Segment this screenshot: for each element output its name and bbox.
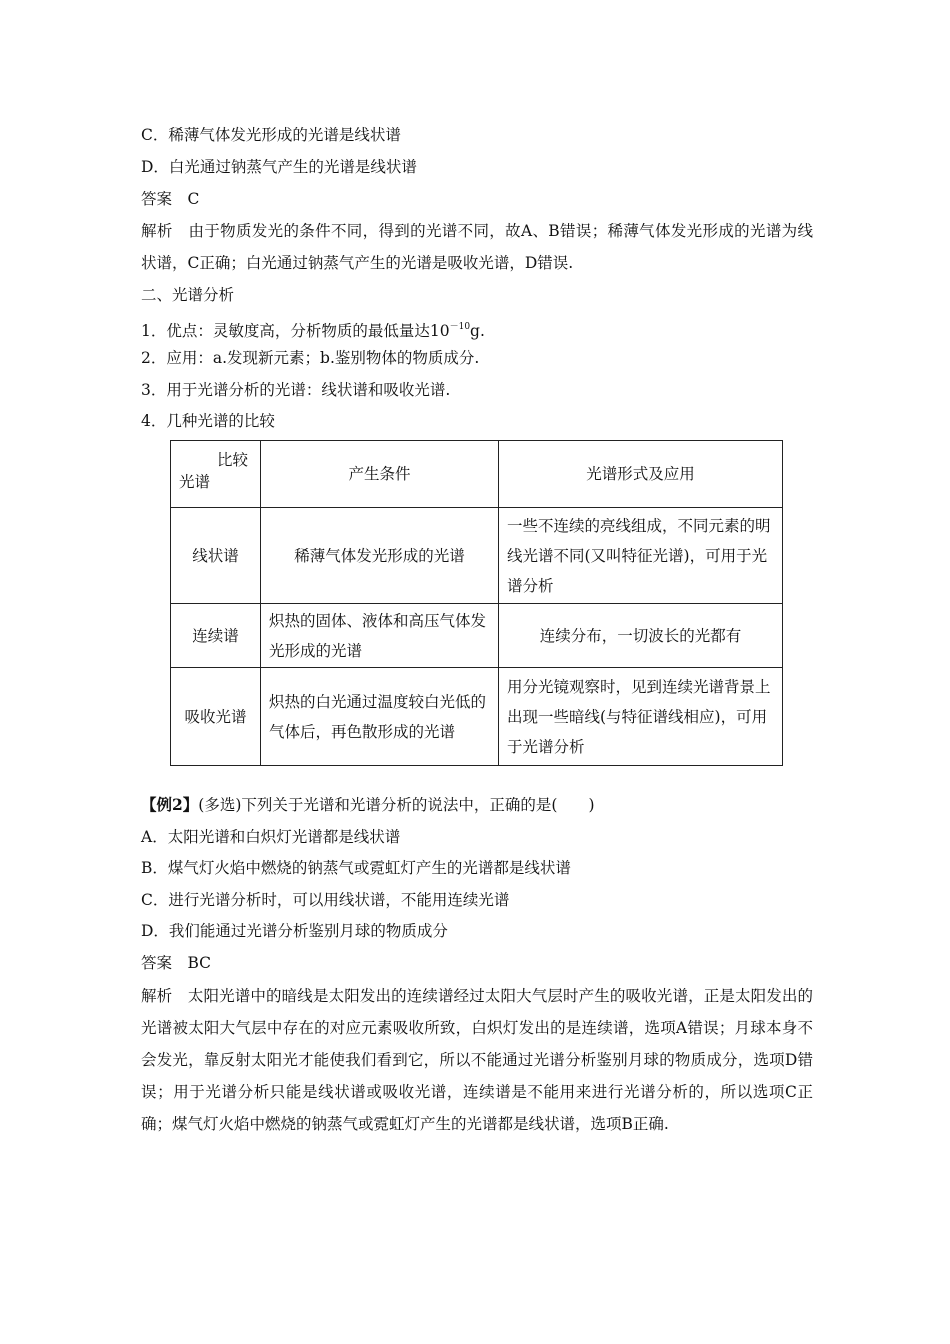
spectrum-comparison-table xyxy=(170,440,783,766)
row-name: 连续谱 xyxy=(171,604,261,668)
item-1 xyxy=(141,316,485,342)
item-3: 3．用于光谱分析的光谱：线状谱和吸收光谱. xyxy=(141,381,451,399)
example-option-a: A．太阳光谱和白炽灯光谱都是线状谱 xyxy=(141,828,401,846)
row-condition: 稀薄气体发光形成的光谱 xyxy=(261,508,499,604)
item-1-exponent: －10 xyxy=(449,322,471,332)
item-2: 2．应用：a.发现新元素；b.鉴别物体的物质成分. xyxy=(141,349,480,367)
header-condition: 产生条件 xyxy=(261,441,499,508)
answer-1: 答案 C xyxy=(141,190,200,208)
table-header-row xyxy=(171,441,783,508)
example-option-c: C．进行光谱分析时，可以用线状谱，不能用连续光谱 xyxy=(141,891,510,909)
answer-2: 答案 BC xyxy=(141,954,212,972)
row-condition: 炽热的白光通过温度较白光低的气体后，再色散形成的光谱 xyxy=(261,668,499,766)
item-4: 4．几种光谱的比较 xyxy=(141,412,275,430)
row-form: 用分光镜观察时，见到连续光谱背景上出现一些暗线(与特征谱线相应)，可用于光谱分析 xyxy=(499,668,783,766)
table-row xyxy=(171,668,783,766)
header-compare: 比较 xyxy=(216,451,248,469)
item-1-unit: g. xyxy=(470,322,485,340)
table-row xyxy=(171,508,783,604)
option-c: C．稀薄气体发光形成的光谱是线状谱 xyxy=(141,126,401,144)
example-option-d: D．我们能通过光谱分析鉴别月球的物质成分 xyxy=(141,922,448,940)
header-form: 光谱形式及应用 xyxy=(499,441,783,508)
analysis-2: 解析 太阳光谱中的暗线是太阳发出的连续谱经过太阳大气层时产生的吸收光谱，正是太阳发出的光谱被太阳大气层中存在的对应元素吸收所致，白炽灯发出的是连续谱，选项A错误；月球本身不会发光，靠反射太阳光才能使我们看到它，所以不能通过光谱分析鉴别月球的物质成分，选项D错误；用于光谱分析只能是线状谱或吸收光谱，连续谱是不能用来进行光谱分析的，所以选项C正确；煤气灯火焰中燃烧的钠蒸气或霓虹灯产生的光谱都是线状谱，选项B正确. xyxy=(141,987,813,1133)
row-name: 吸收光谱 xyxy=(171,668,261,766)
example-tag: 【例2】 xyxy=(141,795,199,814)
row-form: 一些不连续的亮线组成，不同元素的明线光谱不同(又叫特征光谱)，可用于光谱分析 xyxy=(499,508,783,604)
example-option-b: B．煤气灯火焰中燃烧的钠蒸气或霓虹灯产生的光谱都是线状谱 xyxy=(141,859,571,877)
header-spectrum: 光谱 xyxy=(179,473,211,491)
example-question-text: (多选)下列关于光谱和光谱分析的说法中，正确的是( ) xyxy=(198,796,595,814)
option-d: D．白光通过钠蒸气产生的光谱是线状谱 xyxy=(141,158,417,176)
analysis-1: 解析 由于物质发光的条件不同，得到的光谱不同，故A、B错误；稀薄气体发光形成的光谱为线状谱，C正确；白光通过钠蒸气产生的光谱是吸收光谱，D错误. xyxy=(141,222,813,272)
row-condition: 炽热的固体、液体和高压气体发光形成的光谱 xyxy=(261,604,499,668)
example-question xyxy=(141,794,595,816)
section-title: 二、光谱分析 xyxy=(141,286,235,304)
item-1-text: 1．优点：灵敏度高，分析物质的最低量达10 xyxy=(141,322,450,340)
row-name: 线状谱 xyxy=(171,508,261,604)
table-row xyxy=(171,604,783,668)
header-diagonal-cell xyxy=(171,441,261,508)
row-form: 连续分布，一切波长的光都有 xyxy=(499,604,783,668)
